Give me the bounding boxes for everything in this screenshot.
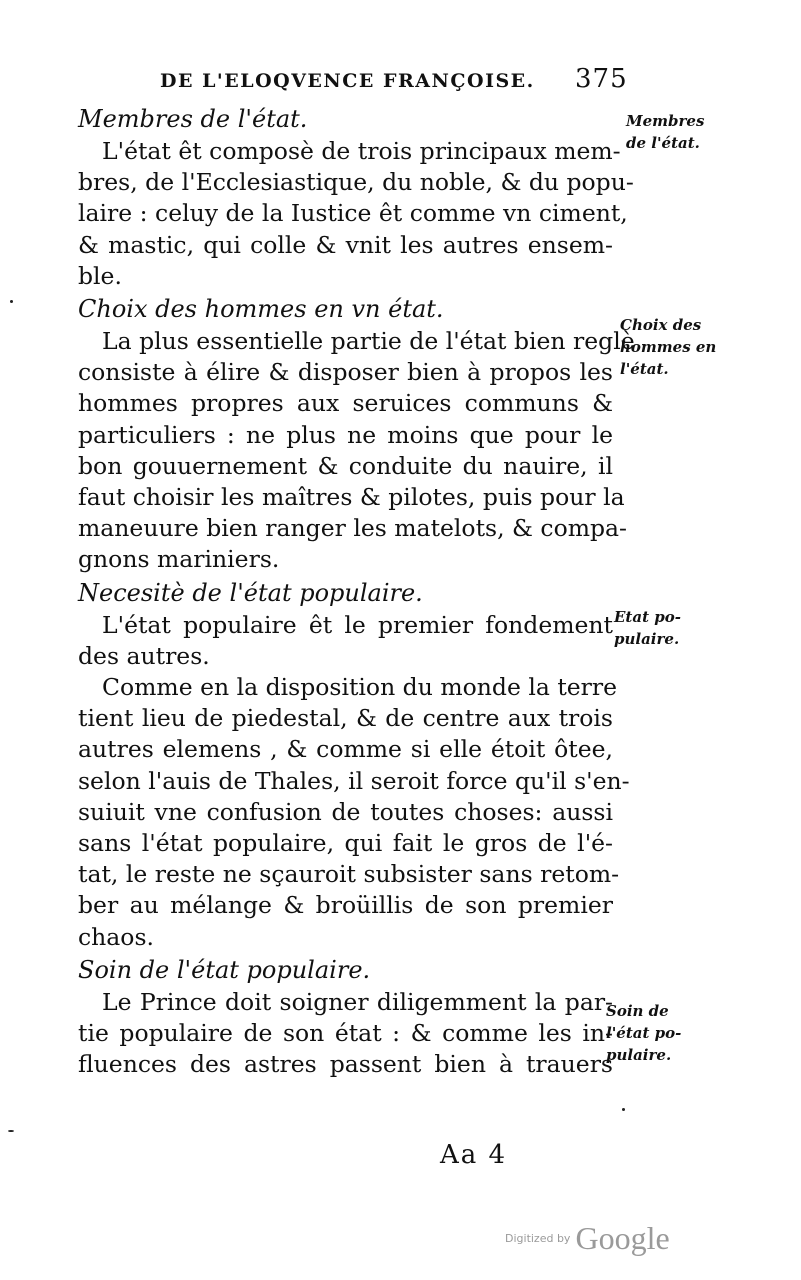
text-line: Comme en la disposition du monde la terre — [102, 673, 618, 702]
margin-note-line: hommes en — [620, 338, 717, 356]
running-head: DE L'ELOQVENCE FRANÇOISE. — [160, 70, 535, 92]
margin-note-line: Membres — [626, 112, 705, 130]
signature-catchword: Aa 4 — [440, 1140, 508, 1170]
digitized-watermark — [505, 1220, 670, 1257]
text-line: Le Prince doit soigner diligemment la par- — [102, 987, 613, 1016]
section-heading: Choix des hommes en vn état. — [78, 295, 444, 324]
section-soin — [78, 953, 613, 1081]
text-line: maneuure bien ranger les matelots, & compa- — [78, 514, 628, 543]
text-line: selon l'auis de Thales, il seroit force qu'il s'en- — [78, 766, 630, 795]
text-line: laire : celuy de la Iustice êt comme vn ciment, — [78, 199, 628, 228]
text-line: autres elemens , & comme si elle étoit ôtee, — [78, 735, 613, 764]
section-heading: Necesitè de l'état populaire. — [78, 578, 423, 607]
text-line: consiste à élire & disposer bien à propos les — [78, 358, 613, 387]
margin-note-line: de l'état. — [626, 134, 700, 152]
text-line: des autres. — [78, 641, 210, 670]
text-line: La plus essentielle partie de l'état bien reglè — [102, 327, 635, 356]
text-line: gnons mariniers. — [78, 545, 280, 574]
text-line: particuliers : ne plus ne moins que pour le — [78, 420, 613, 449]
text-line: & mastic, qui colle & vnit les autres ensem- — [78, 230, 613, 259]
text-line: fluences des astres passent bien à trauers — [78, 1050, 613, 1079]
scan-speck — [8, 1130, 14, 1132]
text-line: tie populaire de son état : & comme les in- — [78, 1019, 613, 1048]
margin-note-line: Etat po- — [614, 608, 681, 626]
text-line: chaos. — [78, 922, 154, 951]
text-line: ble. — [78, 261, 122, 290]
watermark-prefix: Digitized by — [505, 1232, 571, 1245]
scan-speck — [622, 1108, 625, 1111]
text-line: faut choisir les maîtres & pilotes, puis pour la — [78, 483, 625, 512]
scan-speck — [10, 300, 13, 303]
margin-note-line: Soin de — [606, 1002, 669, 1020]
page-number: 375 — [575, 64, 628, 94]
text-line: ber au mélange & broüillis de son premier — [78, 891, 613, 920]
text-line: L'état êt composè de trois principaux mem- — [102, 137, 621, 165]
section-heading: Soin de l'état populaire. — [78, 955, 371, 984]
margin-note-line: pulaire. — [614, 630, 680, 648]
margin-note-line: pulaire. — [606, 1046, 672, 1064]
margin-note-soin — [606, 1000, 681, 1066]
text-line: bon gouuernement & conduite du nauire, il — [78, 451, 613, 480]
text-line: tient lieu de piedestal, & de centre aux trois — [78, 704, 613, 733]
text-line: hommes propres aux seruices communs & — [78, 389, 613, 418]
margin-note-choix — [620, 314, 716, 380]
google-logo: Google — [575, 1220, 670, 1256]
margin-note-membres — [626, 110, 704, 154]
text-line: bres, de l'Ecclesiastique, du noble, & du popu- — [78, 168, 634, 197]
text-line: sans l'état populaire, qui fait le gros de l'é- — [78, 829, 613, 858]
section-necessite — [78, 576, 630, 953]
margin-note-line: Choix des — [620, 316, 702, 334]
section-choix — [78, 292, 635, 576]
text-line: L'état populaire êt le premier fondement — [102, 610, 613, 639]
main-text-block — [78, 102, 635, 1080]
margin-note-line: l'état. — [620, 360, 669, 378]
section-heading: Membres de l'état. — [78, 105, 308, 133]
margin-note-etat-populaire — [614, 606, 681, 650]
text-line: suiuit vne confusion de toutes choses: aussi — [78, 797, 613, 826]
section-membres — [78, 102, 634, 292]
text-line: tat, le reste ne sçauroit subsister sans retom- — [78, 860, 620, 889]
margin-note-line: l'état po- — [606, 1024, 682, 1042]
